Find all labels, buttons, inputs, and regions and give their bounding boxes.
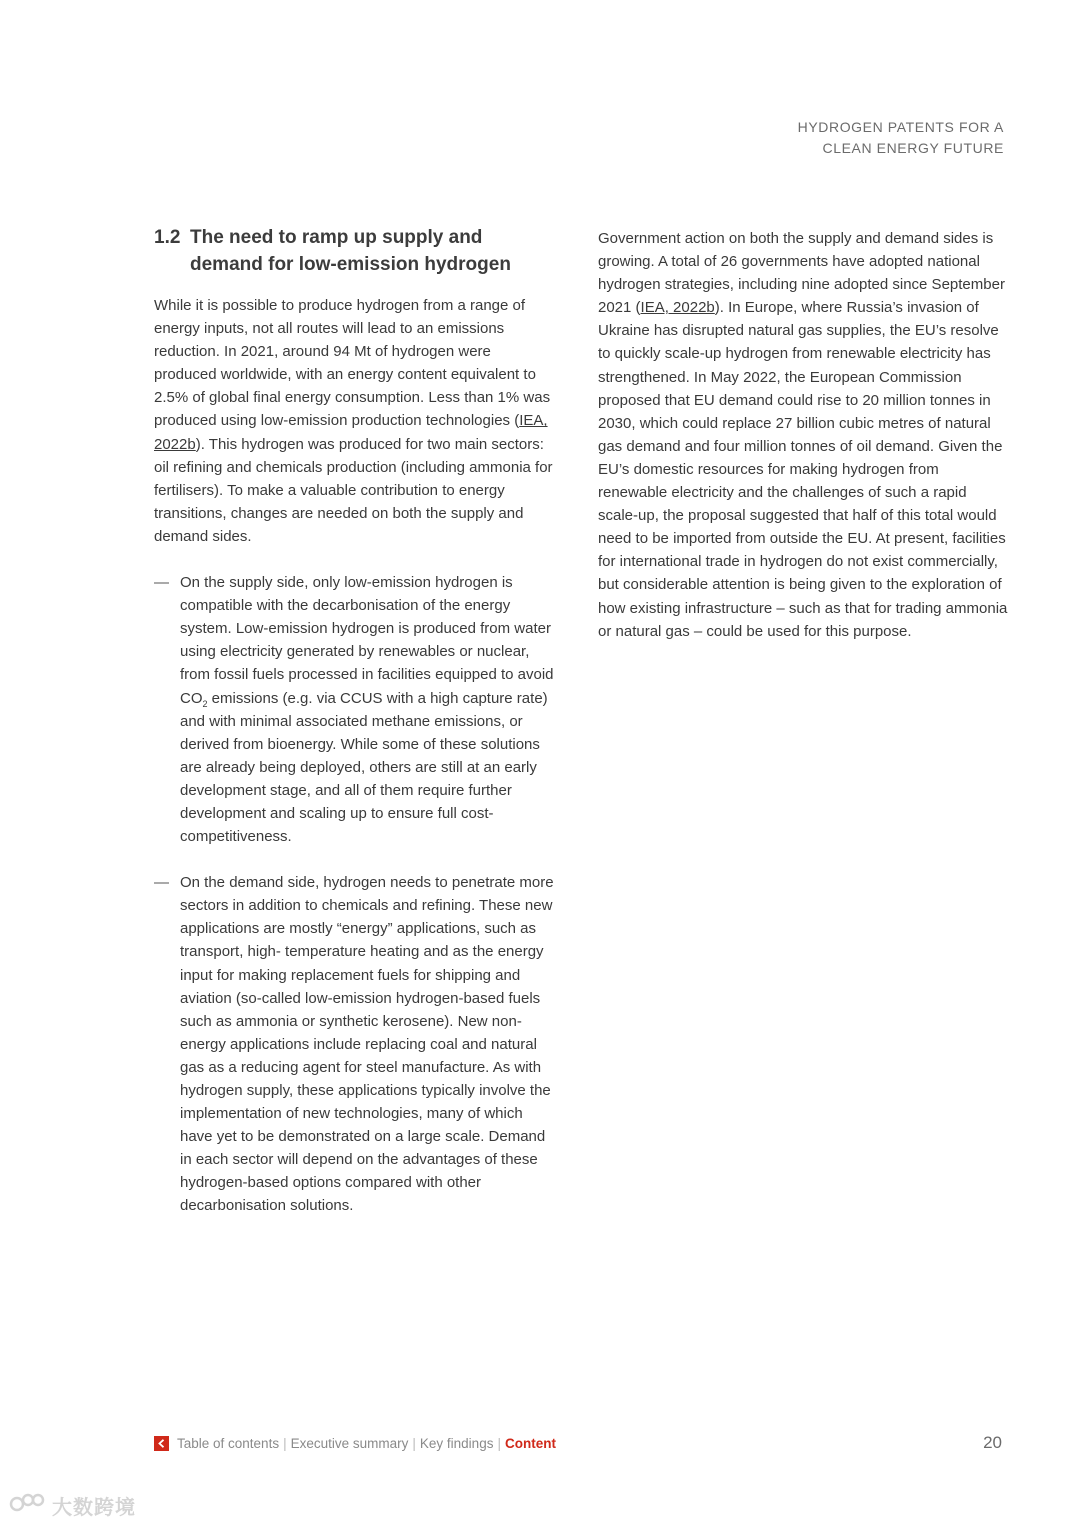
bullet-dash: — — [154, 874, 169, 892]
section-number: 1.2 — [154, 227, 181, 248]
right-text-2: ). In Europe, where Russia’s invasion of Ukraine has disrupted natural gas supplies, the EU’s resolve to quickly scale-up hydrogen from renewable electricity has strengthened. In May 2022, the European Commission proposed that EU demand could rise to 20 million tonnes in 2030, which could replace 27 billion cubic metres of natural gas demand and four million tonnes of oil demand. Given the EU’s domestic resources for making hydrogen from renewable electricity and the challenges of such a rapid scale-up, the proposal suggested that half of this total would need to be imported from outside the EU. At present, facilities for international trade in hydrogen do not exist commercially, but considerable attention is being given to the exploration of how existing infrastructure – such as that for trading ammonia or natural gas – could be used for this purpose. — [598, 299, 1008, 640]
bullet2-text: On the demand side, hydrogen needs to penetrate more sectors in addition to chemicals and refining. These new applications are mostly “energy” applications, such as transport, high- temperature heating and as the energy input for making replacement fuels for shipping and aviation (so-called low-emission hydrogen-based fuels such as ammonia or synthetic kerosene). New non-energy applications include replacing coal and natural gas as a reducing agent for steel manufacture. As with hydrogen supply, these applications typically involve the implementation of new technologies, many of which have yet to be demonstrated on a large scale. Demand in each sector will depend on the advantages of these hydrogen-based options compared with other decarbonisation solutions. — [180, 874, 554, 1215]
right-text-1: Government action on both the supply and demand sides is growing. A total of 26 governments have adopted national hydrogen strategies, including nine adopted since September 2021 ( — [598, 230, 1005, 317]
co2-subscript: 2 — [202, 698, 208, 709]
bullet-dash: — — [154, 574, 169, 592]
nav-key-findings[interactable]: Key findings — [419, 1436, 494, 1451]
header-line-2: CLEAN ENERGY FUTURE — [822, 140, 1004, 156]
nav-separator: | — [412, 1436, 416, 1451]
demand-side-bullet — [154, 871, 554, 1217]
bullet1-text-1: On the supply side, only low-emission hydrogen is compatible with the decarbonisation of the energy system. Low-emission hydrogen is produced from water using electricity generated by renewables or nuclear, from fossil fuels processed in facilities equipped to avoid CO — [180, 574, 554, 707]
right-column — [598, 227, 1008, 666]
back-arrow-icon[interactable] — [154, 1436, 169, 1451]
supply-side-bullet — [154, 571, 554, 848]
section-title: The need to ramp up supply and demand for low-emission hydrogen — [190, 227, 511, 275]
citation-link[interactable]: IEA, 2022b — [640, 299, 715, 317]
watermark-text: 大数跨境 — [52, 1497, 136, 1519]
nav-table-of-contents[interactable]: Table of contents — [177, 1436, 280, 1451]
watermark — [8, 1491, 136, 1520]
page-number: 20 — [983, 1433, 1002, 1452]
footer-nav — [154, 1436, 556, 1451]
nav-separator: | — [497, 1436, 501, 1451]
government-action-paragraph — [598, 227, 1008, 643]
nav-content[interactable]: Content — [504, 1436, 556, 1451]
header-line-1: HYDROGEN PATENTS FOR A — [797, 119, 1004, 135]
citation-link[interactable]: IEA, 2022b — [154, 412, 548, 453]
nav-separator: | — [283, 1436, 287, 1451]
bullet1-text-2: emissions (e.g. via CCUS with a high capture rate) and with minimal associated methane emissions, or derived from bioenergy. While some of these solutions are already being deployed, others are still at an early development stage, and all of them require further development and scaling up to ensure full cost-competitiveness. — [180, 689, 548, 846]
intro-paragraph — [154, 294, 554, 548]
section-heading — [154, 224, 554, 278]
running-header — [798, 117, 1004, 159]
intro-text-2: ). This hydrogen was produced for two main sectors: oil refining and chemicals production (including ammonia for fertilisers). To make a valuable contribution to energy transitions, changes are needed on both the supply and demand sides. — [154, 435, 553, 545]
nav-executive-summary[interactable]: Executive summary — [290, 1436, 409, 1451]
loop-logo-icon — [8, 1492, 48, 1520]
bullet-text — [180, 571, 554, 848]
intro-text-1: While it is possible to produce hydrogen from a range of energy inputs, not all routes will lead to an emissions reduction. In 2021, around 94 Mt of hydrogen were produced worldwide, with an energy content equivalent to 2.5% of global final energy consumption. Less than 1% was produced using low-emission production technologies ( — [154, 297, 551, 430]
left-column — [154, 224, 554, 1241]
